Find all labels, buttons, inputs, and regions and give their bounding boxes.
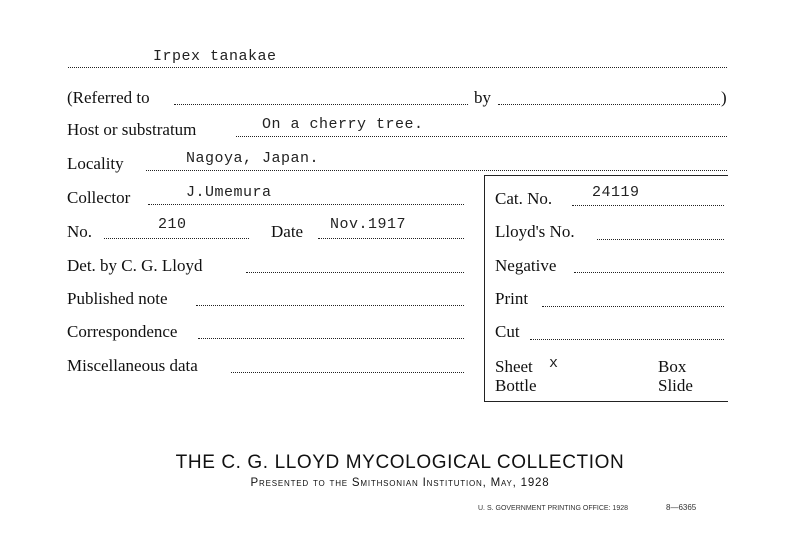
sheet-value: x — [549, 355, 559, 372]
date-label: Date — [271, 222, 304, 241]
closing-paren: ) — [721, 88, 727, 107]
no-label: No. — [67, 222, 93, 241]
published-note-label: Published note — [67, 289, 168, 308]
det-by-label: Det. by C. G. Lloyd — [67, 256, 203, 275]
locality-label: Locality — [67, 154, 124, 173]
form-number: 8—6365 — [666, 503, 697, 512]
negative-line — [574, 272, 724, 273]
date-value: Nov.1917 — [330, 216, 407, 233]
print-label: Print — [495, 289, 529, 308]
lloyds-no-label: Lloyd's No. — [495, 222, 575, 241]
lloyds-no-line — [597, 239, 724, 240]
host-value: On a cherry tree. — [262, 116, 424, 133]
no-line — [104, 238, 249, 239]
species-name: Irpex tanakae — [153, 48, 277, 65]
collector-line — [148, 204, 464, 205]
cat-no-label: Cat. No. — [495, 189, 553, 208]
det-by-line — [246, 272, 464, 273]
no-value: 210 — [158, 216, 187, 233]
slide-label: Slide — [658, 376, 693, 395]
sheet-label: Sheet — [495, 357, 533, 376]
collection-subtitle: Presented to the Smithsonian Institution, May, 1928 — [250, 477, 550, 489]
cat-no-line — [572, 205, 724, 206]
by-line — [498, 104, 720, 105]
bottle-label: Bottle — [495, 376, 537, 395]
species-line — [68, 67, 727, 68]
miscellaneous-label: Miscellaneous data — [67, 356, 198, 375]
locality-value: Nagoya, Japan. — [186, 150, 320, 167]
host-line — [236, 136, 727, 137]
host-label: Host or substratum — [67, 120, 197, 139]
cut-line — [530, 339, 724, 340]
correspondence-line — [198, 338, 464, 339]
by-label: by — [474, 88, 491, 107]
print-line — [542, 306, 724, 307]
locality-line — [146, 170, 727, 171]
referred-to-line — [174, 104, 468, 105]
negative-label: Negative — [495, 256, 557, 275]
date-line — [318, 238, 464, 239]
collection-title: THE C. G. LLOYD MYCOLOGICAL COLLECTION — [175, 452, 625, 473]
collector-value: J.Umemura — [186, 184, 272, 201]
cut-label: Cut — [495, 322, 520, 341]
miscellaneous-line — [231, 372, 464, 373]
correspondence-label: Correspondence — [67, 322, 178, 341]
published-note-line — [196, 305, 464, 306]
cat-no-value: 24119 — [592, 184, 640, 201]
box-label: Box — [658, 357, 687, 376]
printing-office-note: U. S. GOVERNMENT PRINTING OFFICE: 1928 — [478, 505, 629, 512]
collector-label: Collector — [67, 188, 131, 207]
referred-to-label: (Referred to — [67, 88, 150, 107]
